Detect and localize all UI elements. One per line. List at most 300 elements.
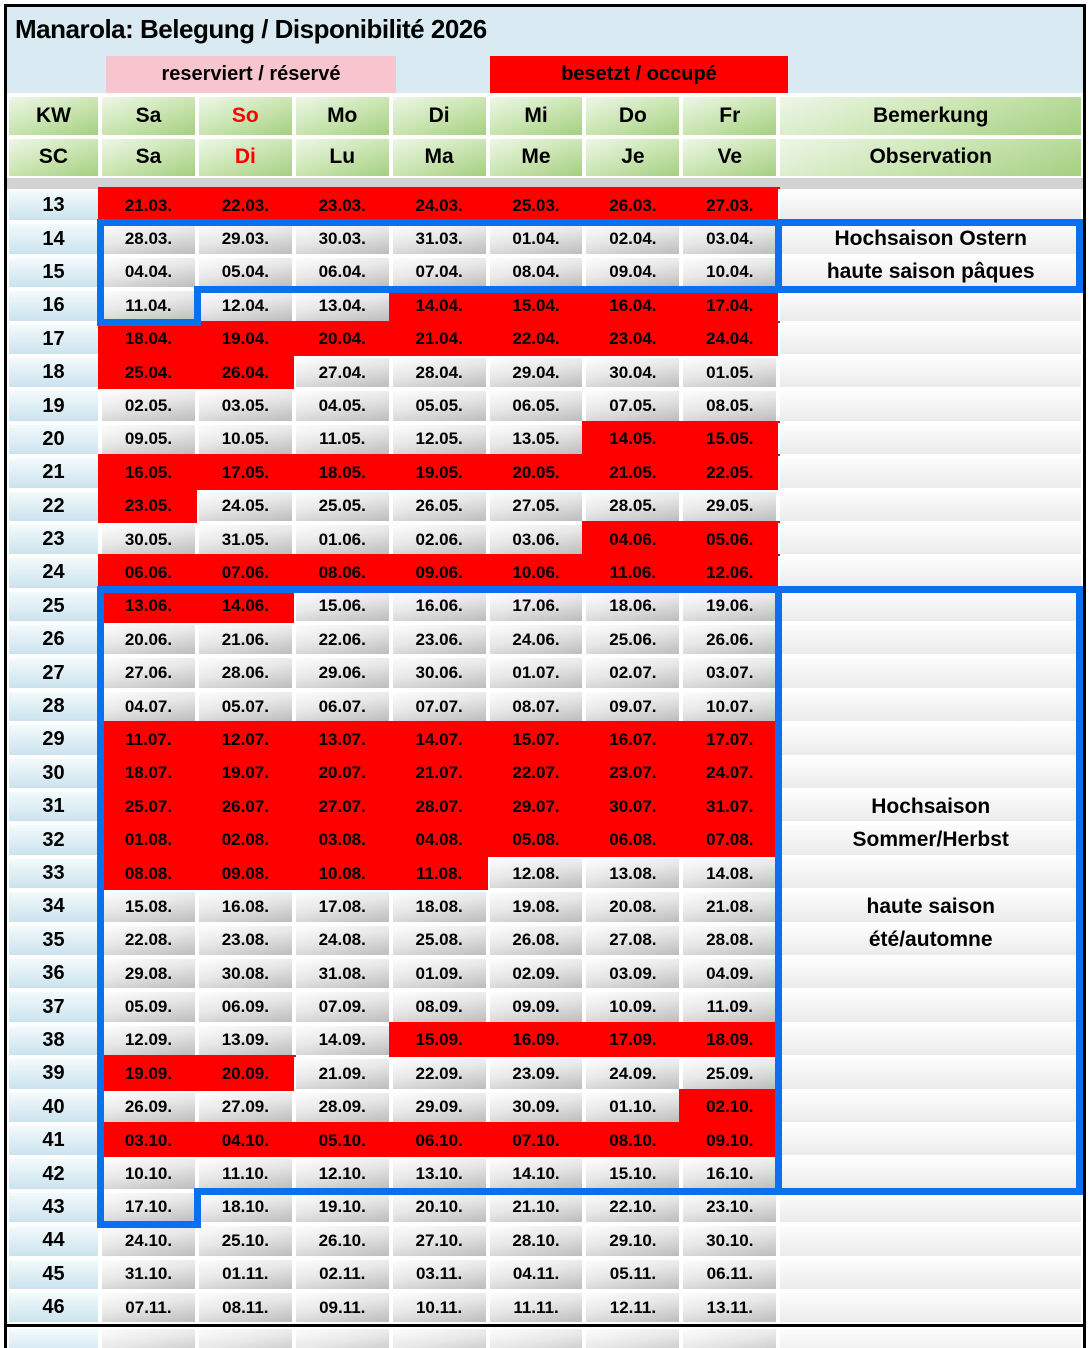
week-row-36 bbox=[7, 957, 1083, 990]
legend-occupied bbox=[490, 56, 788, 93]
header-cell-kw: KW bbox=[7, 95, 100, 137]
calendar-grid bbox=[7, 189, 1083, 1348]
date-cell-available: 28.10. bbox=[488, 1224, 585, 1257]
week-number: 32 bbox=[7, 823, 100, 856]
remark-cell: Hochsaison bbox=[778, 790, 1083, 823]
date-cell-occupied: 21.03. bbox=[100, 189, 197, 222]
date-cell-available: 12.08. bbox=[488, 857, 585, 890]
date-cell-available: 13.08. bbox=[584, 857, 681, 890]
date-cell-available: 01.05. bbox=[681, 356, 778, 389]
date-cell-occupied: 22.07. bbox=[488, 757, 585, 790]
date-cell-available: 01.04. bbox=[488, 222, 585, 255]
week-row-21 bbox=[7, 456, 1083, 489]
date-cell-occupied: 09.06. bbox=[391, 556, 488, 589]
header-separator bbox=[7, 178, 1083, 189]
season-outline-easter bbox=[97, 319, 201, 326]
remark-cell bbox=[778, 523, 1083, 556]
remark-cell bbox=[778, 323, 1083, 356]
date-cell-occupied: 17.05. bbox=[197, 456, 294, 489]
date-cell-occupied: 02.10. bbox=[681, 1091, 778, 1124]
date-cell-available: 04.11. bbox=[488, 1258, 585, 1291]
week-row-26 bbox=[7, 623, 1083, 656]
date-cell-available: 19.06. bbox=[681, 590, 778, 623]
date-cell-occupied: 29.07. bbox=[488, 790, 585, 823]
date-cell-available: 18.06. bbox=[584, 590, 681, 623]
week-number: 29 bbox=[7, 723, 100, 756]
date-cell-available: 27.04. bbox=[294, 356, 391, 389]
week-number bbox=[7, 1327, 100, 1348]
date-cell-occupied: 25.07. bbox=[100, 790, 197, 823]
date-cell-available bbox=[294, 1327, 391, 1348]
week-number: 28 bbox=[7, 690, 100, 723]
remark-cell: Hochsaison Ostern bbox=[778, 222, 1083, 255]
date-cell-occupied: 11.08. bbox=[391, 857, 488, 890]
remark-cell bbox=[778, 723, 1083, 756]
remark-cell bbox=[778, 389, 1083, 422]
date-cell-occupied: 13.06. bbox=[100, 590, 197, 623]
date-cell-available: 20.08. bbox=[584, 890, 681, 923]
week-row-45 bbox=[7, 1258, 1083, 1291]
week-row-42 bbox=[7, 1157, 1083, 1190]
date-cell-occupied: 22.03. bbox=[197, 189, 294, 222]
date-cell-available: 26.06. bbox=[681, 623, 778, 656]
date-cell-available: 28.03. bbox=[100, 222, 197, 255]
week-number: 21 bbox=[7, 456, 100, 489]
date-cell-available: 28.04. bbox=[391, 356, 488, 389]
date-cell-available: 29.10. bbox=[584, 1224, 681, 1257]
date-cell-available: 29.03. bbox=[197, 222, 294, 255]
date-cell-available: 28.09. bbox=[294, 1091, 391, 1124]
date-cell-available: 27.10. bbox=[391, 1224, 488, 1257]
date-cell-available bbox=[584, 1327, 681, 1348]
date-cell-available: 05.05. bbox=[391, 389, 488, 422]
remark-cell bbox=[778, 656, 1083, 689]
week-row-31 bbox=[7, 790, 1083, 823]
date-cell-available: 24.05. bbox=[197, 490, 294, 523]
week-number: 31 bbox=[7, 790, 100, 823]
date-cell-occupied: 11.07. bbox=[100, 723, 197, 756]
date-cell-occupied: 10.06. bbox=[488, 556, 585, 589]
date-cell-available: 31.03. bbox=[391, 222, 488, 255]
date-cell-available: 25.09. bbox=[681, 1057, 778, 1090]
date-cell-occupied: 14.06. bbox=[197, 590, 294, 623]
date-cell-occupied: 27.03. bbox=[681, 189, 778, 222]
date-cell-occupied: 23.04. bbox=[584, 323, 681, 356]
date-cell-available: 02.09. bbox=[488, 957, 585, 990]
date-cell-available: 04.05. bbox=[294, 389, 391, 422]
date-cell-available: 06.04. bbox=[294, 256, 391, 289]
date-cell-available: 05.09. bbox=[100, 990, 197, 1023]
date-cell-available: 08.07. bbox=[488, 690, 585, 723]
date-cell-available: 05.04. bbox=[197, 256, 294, 289]
date-cell-available: 25.05. bbox=[294, 490, 391, 523]
week-number: 35 bbox=[7, 924, 100, 957]
date-cell-available: 10.07. bbox=[681, 690, 778, 723]
remark-cell bbox=[778, 990, 1083, 1023]
date-cell-available: 30.10. bbox=[681, 1224, 778, 1257]
week-row-23 bbox=[7, 523, 1083, 556]
remark-cell bbox=[778, 1191, 1083, 1224]
date-cell-available: 24.06. bbox=[488, 623, 585, 656]
week-row-22 bbox=[7, 490, 1083, 523]
week-number: 37 bbox=[7, 990, 100, 1023]
date-cell-available: 30.03. bbox=[294, 222, 391, 255]
date-cell-occupied: 16.09. bbox=[488, 1024, 585, 1057]
date-cell-occupied: 20.07. bbox=[294, 757, 391, 790]
date-cell-available: 28.05. bbox=[584, 490, 681, 523]
legend-reserved-label: reserviert / réservé bbox=[161, 63, 341, 85]
week-row-17 bbox=[7, 323, 1083, 356]
remark-cell bbox=[778, 590, 1083, 623]
header-cell-so: So bbox=[197, 95, 294, 137]
date-cell-occupied: 02.08. bbox=[197, 823, 294, 856]
date-cell-available: 30.04. bbox=[584, 356, 681, 389]
weekday-header bbox=[7, 95, 1083, 178]
remark-cell bbox=[778, 757, 1083, 790]
date-cell-occupied: 04.06. bbox=[584, 523, 681, 556]
date-cell-occupied: 07.06. bbox=[197, 556, 294, 589]
date-cell-available: 01.10. bbox=[584, 1091, 681, 1124]
week-row-34 bbox=[7, 890, 1083, 923]
week-row-25 bbox=[7, 590, 1083, 623]
date-cell-occupied: 17.09. bbox=[584, 1024, 681, 1057]
date-cell-available: 13.11. bbox=[681, 1291, 778, 1324]
week-number: 17 bbox=[7, 323, 100, 356]
date-cell-occupied: 12.07. bbox=[197, 723, 294, 756]
date-cell-available bbox=[391, 1327, 488, 1348]
date-cell-available: 09.11. bbox=[294, 1291, 391, 1324]
date-cell-occupied: 20.04. bbox=[294, 323, 391, 356]
date-cell-available: 11.11. bbox=[488, 1291, 585, 1324]
date-cell-available: 12.05. bbox=[391, 423, 488, 456]
week-row-33 bbox=[7, 857, 1083, 890]
date-cell-available: 01.11. bbox=[197, 1258, 294, 1291]
date-cell-available: 25.06. bbox=[584, 623, 681, 656]
date-cell-available: 03.11. bbox=[391, 1258, 488, 1291]
date-cell-available: 19.10. bbox=[294, 1191, 391, 1224]
date-cell-available: 20.06. bbox=[100, 623, 197, 656]
date-cell-available: 17.08. bbox=[294, 890, 391, 923]
week-number: 13 bbox=[7, 189, 100, 222]
date-cell-available: 08.05. bbox=[681, 389, 778, 422]
date-cell-available: 24.09. bbox=[584, 1057, 681, 1090]
week-row-24 bbox=[7, 556, 1083, 589]
date-cell-available: 14.08. bbox=[681, 857, 778, 890]
remark-cell bbox=[778, 1124, 1083, 1157]
week-number: 41 bbox=[7, 1124, 100, 1157]
week-number: 36 bbox=[7, 957, 100, 990]
week-number: 25 bbox=[7, 590, 100, 623]
date-cell-occupied: 07.08. bbox=[681, 823, 778, 856]
week-number: 46 bbox=[7, 1291, 100, 1324]
date-cell-available: 17.06. bbox=[488, 590, 585, 623]
header-cell-lu: Lu bbox=[294, 137, 391, 179]
date-cell-occupied: 21.05. bbox=[584, 456, 681, 489]
remark-cell bbox=[778, 289, 1083, 322]
date-cell-occupied: 20.05. bbox=[488, 456, 585, 489]
date-cell-occupied: 18.07. bbox=[100, 757, 197, 790]
date-cell-available: 16.06. bbox=[391, 590, 488, 623]
date-cell-occupied: 09.10. bbox=[681, 1124, 778, 1157]
date-cell-available: 23.09. bbox=[488, 1057, 585, 1090]
header-cell-do: Do bbox=[584, 95, 681, 137]
date-cell-available: 07.04. bbox=[391, 256, 488, 289]
date-cell-occupied: 24.04. bbox=[681, 323, 778, 356]
date-cell-available: 30.09. bbox=[488, 1091, 585, 1124]
date-cell-occupied: 05.06. bbox=[681, 523, 778, 556]
date-cell-available: 13.09. bbox=[197, 1024, 294, 1057]
remark-cell bbox=[778, 1157, 1083, 1190]
week-row-40 bbox=[7, 1091, 1083, 1124]
date-cell-available: 17.10. bbox=[100, 1191, 197, 1224]
date-cell-available: 07.05. bbox=[584, 389, 681, 422]
week-row-18 bbox=[7, 356, 1083, 389]
date-cell-occupied: 27.07. bbox=[294, 790, 391, 823]
week-number: 44 bbox=[7, 1224, 100, 1257]
remark-cell bbox=[778, 957, 1083, 990]
date-cell-available: 18.08. bbox=[391, 890, 488, 923]
date-cell-available: 06.05. bbox=[488, 389, 585, 422]
date-cell-available: 27.05. bbox=[488, 490, 585, 523]
season-outline-easter bbox=[97, 219, 104, 326]
date-cell-available: 12.11. bbox=[584, 1291, 681, 1324]
date-cell-occupied: 05.10. bbox=[294, 1124, 391, 1157]
date-cell-occupied: 14.04. bbox=[391, 289, 488, 322]
week-number: 15 bbox=[7, 256, 100, 289]
date-cell-available: 04.04. bbox=[100, 256, 197, 289]
date-cell-available bbox=[488, 1327, 585, 1348]
week-row-30 bbox=[7, 757, 1083, 790]
date-cell-occupied: 16.05. bbox=[100, 456, 197, 489]
date-cell-available: 29.08. bbox=[100, 957, 197, 990]
date-cell-occupied: 21.07. bbox=[391, 757, 488, 790]
date-cell-occupied: 23.05. bbox=[100, 490, 197, 523]
date-cell-available: 16.08. bbox=[197, 890, 294, 923]
week-number: 24 bbox=[7, 556, 100, 589]
season-outline-summer-autumn bbox=[1076, 586, 1083, 1194]
date-cell-available: 27.09. bbox=[197, 1091, 294, 1124]
date-cell-occupied: 09.08. bbox=[197, 857, 294, 890]
date-cell-available: 21.08. bbox=[681, 890, 778, 923]
date-cell-available: 27.08. bbox=[584, 924, 681, 957]
week-number: 26 bbox=[7, 623, 100, 656]
date-cell-occupied: 06.10. bbox=[391, 1124, 488, 1157]
remark-cell: été/automne bbox=[778, 924, 1083, 957]
date-cell-available: 02.07. bbox=[584, 656, 681, 689]
date-cell-available: 22.06. bbox=[294, 623, 391, 656]
week-number: 16 bbox=[7, 289, 100, 322]
date-cell-available: 26.05. bbox=[391, 490, 488, 523]
remark-cell bbox=[778, 1091, 1083, 1124]
partial-week-row bbox=[7, 1327, 1083, 1348]
date-cell-occupied: 18.05. bbox=[294, 456, 391, 489]
date-cell-available: 21.10. bbox=[488, 1191, 585, 1224]
date-cell-available: 02.11. bbox=[294, 1258, 391, 1291]
date-cell-occupied: 04.10. bbox=[197, 1124, 294, 1157]
legend-reserved bbox=[106, 56, 396, 93]
date-cell-occupied: 10.08. bbox=[294, 857, 391, 890]
date-cell-occupied: 21.04. bbox=[391, 323, 488, 356]
date-cell-occupied: 17.07. bbox=[681, 723, 778, 756]
date-cell-occupied: 31.07. bbox=[681, 790, 778, 823]
week-row-44 bbox=[7, 1224, 1083, 1257]
date-cell-occupied: 25.03. bbox=[488, 189, 585, 222]
remark-cell bbox=[778, 1024, 1083, 1057]
date-cell-available: 09.04. bbox=[584, 256, 681, 289]
week-number: 27 bbox=[7, 656, 100, 689]
week-row-41 bbox=[7, 1124, 1083, 1157]
date-cell-available: 12.10. bbox=[294, 1157, 391, 1190]
table-frame bbox=[4, 4, 1086, 1348]
remark-cell bbox=[778, 556, 1083, 589]
date-cell-available: 07.07. bbox=[391, 690, 488, 723]
date-cell-occupied: 08.08. bbox=[100, 857, 197, 890]
remark-cell: haute saison pâques bbox=[778, 256, 1083, 289]
date-cell-available: 20.10. bbox=[391, 1191, 488, 1224]
date-cell-available: 21.06. bbox=[197, 623, 294, 656]
remark-cell bbox=[778, 1224, 1083, 1257]
date-cell-occupied: 13.07. bbox=[294, 723, 391, 756]
date-cell-available: 22.09. bbox=[391, 1057, 488, 1090]
date-cell-available: 30.05. bbox=[100, 523, 197, 556]
header-cell-mo: Mo bbox=[294, 95, 391, 137]
date-cell-available: 03.06. bbox=[488, 523, 585, 556]
date-cell-available: 26.10. bbox=[294, 1224, 391, 1257]
week-number: 40 bbox=[7, 1091, 100, 1124]
date-cell-available: 24.08. bbox=[294, 924, 391, 957]
date-cell-occupied: 23.07. bbox=[584, 757, 681, 790]
date-cell-occupied: 15.07. bbox=[488, 723, 585, 756]
date-cell-available: 05.11. bbox=[584, 1258, 681, 1291]
date-cell-available: 30.08. bbox=[197, 957, 294, 990]
header-cell-sa: Sa bbox=[100, 95, 197, 137]
date-cell-available bbox=[197, 1327, 294, 1348]
date-cell-available: 03.09. bbox=[584, 957, 681, 990]
date-cell-occupied: 06.08. bbox=[584, 823, 681, 856]
week-number: 42 bbox=[7, 1157, 100, 1190]
date-cell-available: 15.10. bbox=[584, 1157, 681, 1190]
date-cell-occupied: 15.05. bbox=[681, 423, 778, 456]
date-cell-occupied: 24.07. bbox=[681, 757, 778, 790]
header-cell-me: Me bbox=[488, 137, 585, 179]
date-cell-available: 10.04. bbox=[681, 256, 778, 289]
date-cell-available: 08.04. bbox=[488, 256, 585, 289]
date-cell-available: 14.09. bbox=[294, 1024, 391, 1057]
date-cell-occupied: 26.03. bbox=[584, 189, 681, 222]
date-cell-available: 12.09. bbox=[100, 1024, 197, 1057]
date-cell-available: 15.08. bbox=[100, 890, 197, 923]
week-number: 39 bbox=[7, 1057, 100, 1090]
date-cell-available: 22.10. bbox=[584, 1191, 681, 1224]
week-row-16 bbox=[7, 289, 1083, 322]
date-cell-occupied: 25.04. bbox=[100, 356, 197, 389]
legend-occupied-label: besetzt / occupé bbox=[561, 63, 717, 85]
date-cell-available: 04.07. bbox=[100, 690, 197, 723]
date-cell-available: 03.04. bbox=[681, 222, 778, 255]
date-cell-available: 28.06. bbox=[197, 656, 294, 689]
date-cell-occupied: 03.08. bbox=[294, 823, 391, 856]
header-cell-je: Je bbox=[584, 137, 681, 179]
date-cell-occupied: 08.10. bbox=[584, 1124, 681, 1157]
week-row-20 bbox=[7, 423, 1083, 456]
date-cell-available: 04.09. bbox=[681, 957, 778, 990]
date-cell-available: 31.10. bbox=[100, 1258, 197, 1291]
date-cell-available: 23.06. bbox=[391, 623, 488, 656]
remark-cell bbox=[778, 1291, 1083, 1324]
date-cell-available: 26.08. bbox=[488, 924, 585, 957]
season-outline-summer-autumn bbox=[97, 586, 1083, 593]
date-cell-available: 13.10. bbox=[391, 1157, 488, 1190]
week-row-29 bbox=[7, 723, 1083, 756]
date-cell-occupied: 30.07. bbox=[584, 790, 681, 823]
remark-cell bbox=[778, 1327, 1083, 1348]
week-row-39 bbox=[7, 1057, 1083, 1090]
date-cell-available: 29.09. bbox=[391, 1091, 488, 1124]
page-title: Manarola: Belegung / Disponibilité 2026 bbox=[15, 14, 487, 44]
date-cell-available: 06.07. bbox=[294, 690, 391, 723]
week-number: 45 bbox=[7, 1258, 100, 1291]
date-cell-occupied: 19.07. bbox=[197, 757, 294, 790]
date-cell-occupied: 03.10. bbox=[100, 1124, 197, 1157]
date-cell-available: 23.10. bbox=[681, 1191, 778, 1224]
date-cell-available: 15.06. bbox=[294, 590, 391, 623]
date-cell-available: 31.08. bbox=[294, 957, 391, 990]
date-cell-occupied: 05.08. bbox=[488, 823, 585, 856]
date-cell-available: 11.04. bbox=[100, 289, 197, 322]
date-cell-available: 10.11. bbox=[391, 1291, 488, 1324]
date-cell-available: 05.07. bbox=[197, 690, 294, 723]
date-cell-available: 01.09. bbox=[391, 957, 488, 990]
date-cell-available: 28.08. bbox=[681, 924, 778, 957]
header-cell-bemerkung: Bemerkung bbox=[778, 95, 1083, 137]
season-outline-easter bbox=[1076, 219, 1083, 293]
header-cell-sc: SC bbox=[7, 137, 100, 179]
date-cell-occupied: 07.10. bbox=[488, 1124, 585, 1157]
date-cell-available: 30.06. bbox=[391, 656, 488, 689]
date-cell-available: 06.11. bbox=[681, 1258, 778, 1291]
week-number: 23 bbox=[7, 523, 100, 556]
date-cell-occupied: 06.06. bbox=[100, 556, 197, 589]
week-row-35 bbox=[7, 924, 1083, 957]
date-cell-available: 27.06. bbox=[100, 656, 197, 689]
week-row-43 bbox=[7, 1191, 1083, 1224]
date-cell-available: 10.09. bbox=[584, 990, 681, 1023]
date-cell-available: 12.04. bbox=[197, 289, 294, 322]
date-cell-available: 23.08. bbox=[197, 924, 294, 957]
remark-cell bbox=[778, 189, 1083, 222]
week-row-19 bbox=[7, 389, 1083, 422]
date-cell-available: 29.04. bbox=[488, 356, 585, 389]
date-cell-available: 26.09. bbox=[100, 1091, 197, 1124]
date-cell-occupied: 19.04. bbox=[197, 323, 294, 356]
date-cell-available: 29.06. bbox=[294, 656, 391, 689]
date-cell-available: 13.04. bbox=[294, 289, 391, 322]
date-cell-occupied: 11.06. bbox=[584, 556, 681, 589]
week-row-37 bbox=[7, 990, 1083, 1023]
date-cell-available: 19.08. bbox=[488, 890, 585, 923]
week-number: 22 bbox=[7, 490, 100, 523]
date-cell-occupied: 16.04. bbox=[584, 289, 681, 322]
remark-cell bbox=[778, 623, 1083, 656]
date-cell-available bbox=[681, 1327, 778, 1348]
date-cell-occupied: 26.07. bbox=[197, 790, 294, 823]
date-cell-available: 06.09. bbox=[197, 990, 294, 1023]
date-cell-available: 21.09. bbox=[294, 1057, 391, 1090]
date-cell-occupied: 14.07. bbox=[391, 723, 488, 756]
date-cell-occupied: 15.04. bbox=[488, 289, 585, 322]
date-cell-available: 07.09. bbox=[294, 990, 391, 1023]
date-cell-occupied: 16.07. bbox=[584, 723, 681, 756]
